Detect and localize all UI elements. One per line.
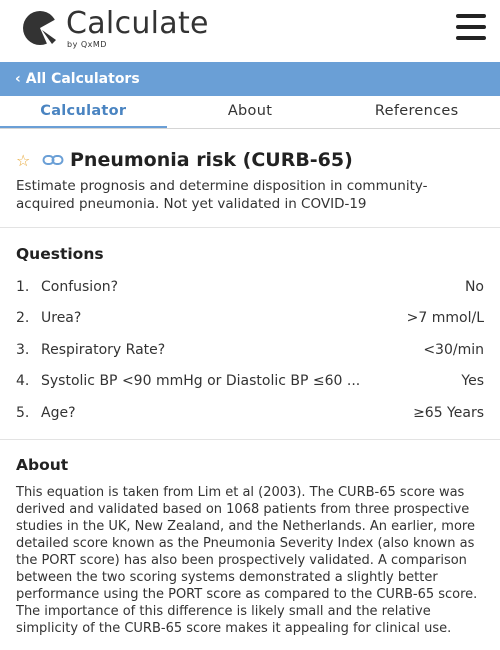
questions-heading: Questions — [16, 245, 104, 263]
question-row-urea[interactable] — [0, 303, 500, 335]
back-label: All Calculators — [25, 71, 140, 87]
favorite-star-icon[interactable]: ☆ — [16, 150, 31, 170]
question-value: >7 mmol/L — [406, 310, 484, 327]
question-text: Urea? — [41, 310, 82, 327]
link-icon[interactable] — [42, 153, 64, 167]
question-number: 5. — [16, 404, 30, 421]
about-text: This equation is taken from Lim et al (2003). The CURB-65 score was derived and validated based on 1068 patients from three prospective studies in the UK, New Zealand, and the Netherlands. An earlier, more detailed score known as the Pneumonia Severity Index (also known as the PORT score) has also been prospectively validated. A comparison between the two scoring systems demonstrated a slightly better performance using the PORT score as compared to the CURB-65 score. The importance of this difference is likely small and the relative simplicity of the CURB-65 score makes it appealing for clinical use. — [16, 484, 478, 636]
tab-about[interactable]: About — [227, 103, 273, 119]
page-title: Pneumonia risk (CURB-65) — [70, 149, 353, 171]
question-row-age[interactable] — [0, 397, 500, 429]
question-value: <30/min — [423, 341, 484, 358]
question-row-confusion[interactable] — [0, 271, 500, 303]
question-number: 4. — [16, 373, 30, 390]
question-number: 1. — [16, 278, 30, 295]
question-value: ≥65 Years — [413, 404, 484, 421]
back-to-all-calculators[interactable] — [0, 62, 500, 96]
calculate-logo-icon[interactable] — [22, 10, 58, 46]
question-number: 2. — [16, 310, 30, 327]
question-text: Confusion? — [41, 278, 119, 295]
brand-subtitle: by QxMD — [67, 40, 107, 49]
tab-bar — [0, 96, 500, 129]
tab-references[interactable]: References — [374, 103, 459, 119]
question-value: No — [464, 278, 484, 295]
question-value: Yes — [461, 373, 484, 390]
question-row-blood-pressure[interactable] — [0, 366, 500, 398]
question-text: Systolic BP <90 mmHg or Diastolic BP ≤60 ... — [41, 373, 361, 390]
calculator-title-row — [0, 129, 500, 175]
about-heading: About — [16, 455, 69, 474]
question-text: Respiratory Rate? — [41, 341, 166, 358]
hamburger-menu-icon[interactable] — [456, 14, 486, 40]
chevron-left-icon: ‹ — [15, 71, 21, 87]
question-text: Age? — [41, 404, 76, 421]
tab-calculator[interactable]: Calculator — [0, 96, 167, 128]
question-number: 3. — [16, 341, 30, 358]
brand-name: Calculate — [66, 6, 209, 41]
question-row-respiratory-rate[interactable] — [0, 334, 500, 366]
app-header — [0, 0, 500, 62]
calculator-description: Estimate prognosis and determine disposition in community-acquired pneumonia. Not yet validated in COVID-19 — [16, 178, 428, 212]
